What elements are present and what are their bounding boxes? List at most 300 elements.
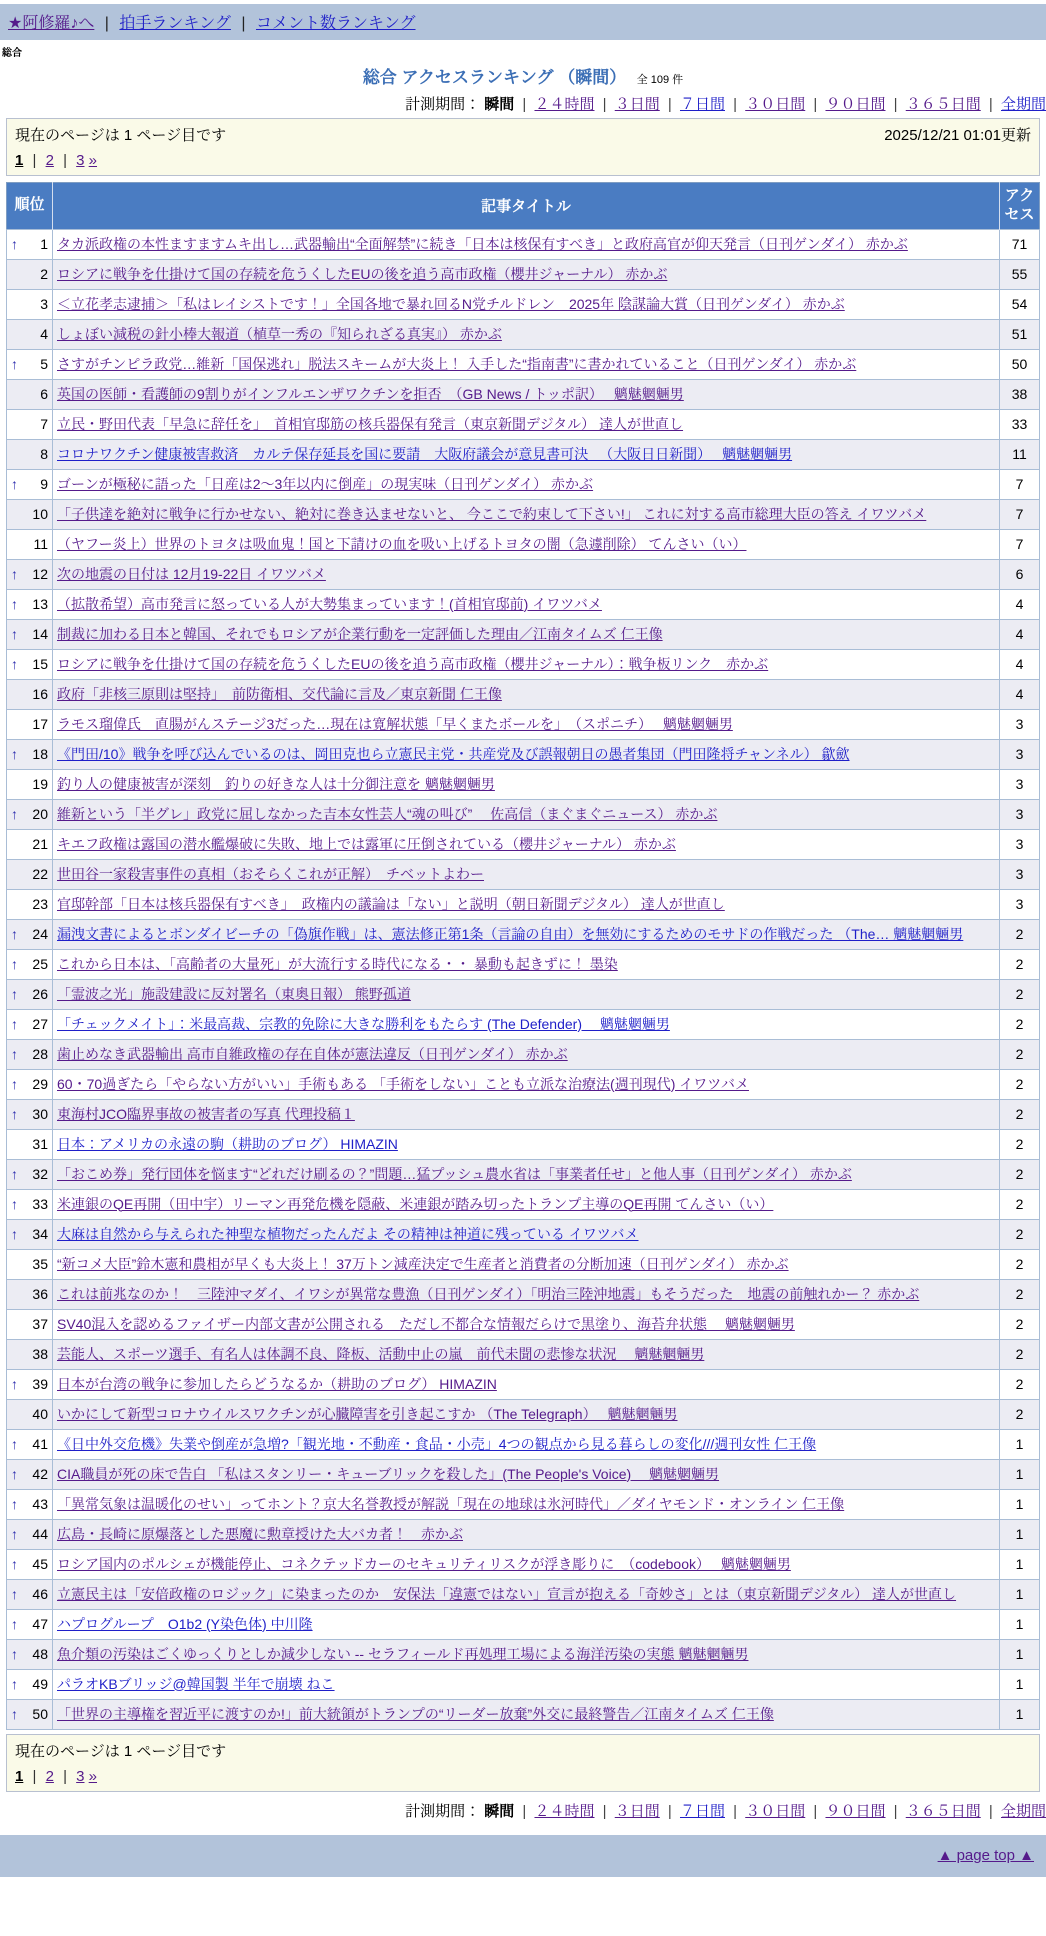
article-link[interactable]: ゴーンが極秘に語った「日産は2～3年以内に倒産」の現実味（日刊ゲンダイ） 赤かぶ	[57, 475, 594, 492]
rank-number: 26	[32, 985, 48, 1002]
table-row	[7, 799, 1040, 829]
article-link[interactable]: 「チェックメイト」：米最高裁、宗教的免除に大きな勝利をもたらす (The Defender) 魑魅魍魎男	[57, 1015, 670, 1032]
title-cell	[53, 1609, 1000, 1639]
page-title: 総合 アクセスランキング （瞬間）	[362, 68, 627, 87]
article-link[interactable]: 米連銀のQE再開（田中宇）リーマン再発危機を隠蔽、米連銀が踏み切ったトランプ主導のQE再開 てんさい（い）	[57, 1195, 774, 1212]
article-link[interactable]: ラモス瑠偉氏 直腸がんステージ3だった…現在は寛解状態「早くまたボールを」 （スポニチ） 魑魅魍魎男	[57, 715, 733, 732]
table-row	[7, 1579, 1040, 1609]
pagination-box-bottom	[6, 1734, 1040, 1792]
table-row	[7, 1609, 1040, 1639]
up-arrow-icon: ↑	[11, 985, 18, 1002]
rank-number: 19	[32, 775, 48, 792]
rank-number: 13	[32, 595, 48, 612]
table-row	[7, 499, 1040, 529]
article-link[interactable]: 世田谷一家殺害事件の真相（おそらくこれが正解） チベットよわー	[57, 865, 484, 882]
up-arrow-icon: ↑	[11, 1075, 18, 1092]
up-arrow-icon: ↑	[11, 1525, 18, 1542]
article-link[interactable]: 「おこめ券」発行団体を悩ます“どれだけ刷るの？”問題…猛プッシュ農水省は「事業者任せ」と他人事（日刊ゲンダイ） 赤かぶ	[57, 1165, 852, 1182]
article-link[interactable]: CIA職員が死の床で告白 「私はスタンリー・キューブリックを殺した」(The People's Voice) 魑魅魍魎男	[57, 1465, 720, 1482]
separator: |	[984, 1802, 997, 1820]
separator: |	[663, 1802, 676, 1820]
up-arrow-icon: ↑	[11, 925, 18, 942]
table-row	[7, 1039, 1040, 1069]
title-cell	[53, 559, 1000, 589]
rank-number: 40	[32, 1405, 48, 1422]
period-link[interactable]: ３６５日間	[905, 1802, 981, 1820]
page-link-current[interactable]: 1	[15, 1767, 24, 1785]
title-cell	[53, 649, 1000, 679]
updated-timestamp: 2025/12/21 01:01更新	[884, 127, 1031, 144]
access-cell: 4	[1000, 649, 1040, 679]
rank-number: 22	[32, 865, 48, 882]
article-link[interactable]: タカ派政権の本性ますますムキ出し…武器輸出“全面解禁”に続き「日本は核保有すべき」と政府高官が仰天発言（日刊ゲンダイ） 赤かぶ	[57, 235, 908, 252]
table-row	[7, 1219, 1040, 1249]
title-cell	[53, 529, 1000, 559]
table-row	[7, 919, 1040, 949]
access-cell: 2	[1000, 1129, 1040, 1159]
article-link[interactable]: ハプログループ O1b2 (Y染色体) 中川隆	[57, 1615, 313, 1632]
rank-cell	[7, 1429, 53, 1459]
rank-number: 37	[32, 1315, 48, 1332]
page-link[interactable]: »	[88, 1767, 98, 1785]
rank-cell	[7, 409, 53, 439]
table-row	[7, 1339, 1040, 1369]
article-link[interactable]: 東海村JCO臨界事故の被害者の写真 代理投稿１	[57, 1105, 355, 1122]
page-link-current[interactable]: 1	[15, 152, 24, 169]
access-cell: 2	[1000, 1189, 1040, 1219]
access-cell: 2	[1000, 1279, 1040, 1309]
article-link[interactable]: 「異常気象は温暖化のせい」ってホント？京大名誉教授が解説「現在の地球は氷河時代」／ダイヤモンド・オンライン 仁王像	[57, 1495, 845, 1512]
access-cell: 1	[1000, 1429, 1040, 1459]
access-cell: 7	[1000, 499, 1040, 529]
period-link[interactable]: ２４時間	[534, 1802, 595, 1820]
rank-cell	[7, 799, 53, 829]
rank-cell	[7, 319, 53, 349]
up-arrow-icon: ↑	[11, 1705, 18, 1722]
article-link[interactable]: コロナワクチン健康被害救済 カルテ保存延長を国に要請 大阪府議会が意見書可決 （大阪日日新聞） 魑魅魍魎男	[57, 445, 793, 462]
article-link[interactable]: さすがチンピラ政党…維新「国保逃れ」脱法スキームが大炎上！ 入手した“指南書”に書かれていること（日刊ゲンダイ） 赤かぶ	[57, 355, 857, 372]
title-cell	[53, 799, 1000, 829]
table-row	[7, 1069, 1040, 1099]
article-link[interactable]: これは前兆なのか！ 三陸沖マダイ、イワシが異常な豊漁（日刊ゲンダイ）「明治三陸沖地震」もそうだった 地震の前触れかー？ 赤かぶ	[57, 1285, 920, 1302]
access-cell: 1	[1000, 1579, 1040, 1609]
rank-cell	[7, 499, 53, 529]
article-link[interactable]: 大麻は自然から与えられた神聖な植物だったんだよ その精神は神道に残っている イワツバメ	[57, 1225, 639, 1242]
period-link[interactable]: ９０日間	[825, 1802, 886, 1820]
access-cell: 2	[1000, 919, 1040, 949]
article-link[interactable]: （拡散希望）高市発言に怒っている人が大勢集まっています！(首相官邸前) イワツバメ	[57, 595, 602, 612]
table-row	[7, 1549, 1040, 1579]
article-link[interactable]: “新コメ大臣”鈴木憲和農相が早くも大炎上！ 37万トン減産決定で生産者と消費者の分断加速（日刊ゲンダイ） 赤かぶ	[57, 1255, 789, 1272]
rank-number: 24	[32, 925, 48, 942]
article-link[interactable]: （ヤフー炎上）世界のトヨタは吸血鬼！国と下請けの血を吸い上げるトヨタの闇（急遽削除） てんさい（い）	[57, 535, 747, 552]
title-cell	[53, 1669, 1000, 1699]
title-cell	[53, 439, 1000, 469]
page-link[interactable]: 3	[76, 1767, 85, 1785]
article-link[interactable]: 官邸幹部「日本は核兵器保有すべき」 政権内の議論は「ない」と説明（朝日新聞デジタル） 達人が世直し	[57, 895, 725, 912]
separator: |	[889, 96, 902, 113]
rank-cell	[7, 619, 53, 649]
up-arrow-icon: ↑	[11, 235, 18, 252]
rank-cell	[7, 979, 53, 1009]
access-cell: 2	[1000, 1219, 1040, 1249]
table-row	[7, 1519, 1040, 1549]
separator: |	[729, 1802, 742, 1820]
period-link[interactable]: 全期間	[1000, 1802, 1046, 1820]
table-row	[7, 979, 1040, 1009]
rank-number: 8	[40, 445, 48, 462]
rank-number: 12	[32, 565, 48, 582]
access-cell: 2	[1000, 1069, 1040, 1099]
title-cell	[53, 1339, 1000, 1369]
rank-cell	[7, 1159, 53, 1189]
article-link[interactable]: 60・70過ぎたら「やらない方がいい」手術もある 「手術をしない」ことも立派な治療法(週刊現代) イワツバメ	[57, 1075, 749, 1092]
table-row	[7, 619, 1040, 649]
article-link[interactable]: 「霊波之光」施設建設に反対署名（東奥日報） 熊野孤道	[57, 985, 411, 1002]
rank-number: 49	[32, 1675, 48, 1692]
table-row	[7, 1669, 1040, 1699]
rank-number: 46	[32, 1585, 48, 1602]
table-row	[7, 1189, 1040, 1219]
article-link[interactable]: 漏洩文書によるとボンダイビーチの「偽旗作戦」は、憲法修正第1条（言論の自由）を無効にするためのモサドの作戦だった （The… 魑魅魍魎男	[57, 925, 964, 942]
access-cell: 51	[1000, 319, 1040, 349]
access-cell: 2	[1000, 1009, 1040, 1039]
rank-number: 25	[32, 955, 48, 972]
table-row	[7, 859, 1040, 889]
page-link[interactable]: 3	[76, 152, 85, 169]
current-page-info: 現在のページは 1 ページ目です	[15, 127, 227, 144]
table-row	[7, 1459, 1040, 1489]
page-link[interactable]: 2	[45, 1767, 54, 1785]
rank-number: 34	[32, 1225, 48, 1242]
access-cell: 2	[1000, 1039, 1040, 1069]
article-link[interactable]: ロシアに戦争を仕掛けて国の存続を危うくしたEUの後を追う高市政権（櫻井ジャーナル） 赤かぶ	[57, 265, 668, 282]
access-cell: 2	[1000, 1369, 1040, 1399]
access-cell: 2	[1000, 1399, 1040, 1429]
access-cell: 3	[1000, 739, 1040, 769]
rank-number: 11	[33, 535, 48, 552]
table-row	[7, 949, 1040, 979]
up-arrow-icon: ↑	[11, 745, 18, 762]
rank-cell	[7, 1489, 53, 1519]
rank-cell	[7, 739, 53, 769]
table-row	[7, 769, 1040, 799]
rank-cell	[7, 559, 53, 589]
up-arrow-icon: ↑	[11, 1225, 18, 1242]
article-link[interactable]: ロシア国内のポルシェが機能停止、コネクテッドカーのセキュリティリスクが浮き彫りに （codebook） 魑魅魍魎男	[57, 1555, 791, 1572]
rank-cell	[7, 949, 53, 979]
period-link[interactable]: ３０日間	[745, 96, 806, 113]
access-column-header: アクセス	[1000, 183, 1040, 230]
table-row	[7, 259, 1040, 289]
article-link[interactable]: 日本が台湾の戦争に参加したらどうなるか（耕助のブログ） HIMAZIN	[57, 1375, 497, 1392]
rank-number: 41	[32, 1435, 48, 1452]
rank-number: 29	[32, 1075, 48, 1092]
access-cell: 7	[1000, 529, 1040, 559]
separator: |	[518, 96, 531, 113]
access-cell: 1	[1000, 1639, 1040, 1669]
rank-cell	[7, 1399, 53, 1429]
title-cell	[53, 289, 1000, 319]
title-cell	[53, 1279, 1000, 1309]
rank-number: 16	[32, 685, 48, 702]
separator: |	[809, 1802, 822, 1820]
period-current: 瞬間	[484, 1802, 515, 1820]
rank-cell	[7, 469, 53, 499]
table-row	[7, 1129, 1040, 1159]
table-row	[7, 1369, 1040, 1399]
title-cell	[53, 1039, 1000, 1069]
rank-number: 20	[32, 805, 48, 822]
up-arrow-icon: ↑	[11, 1195, 18, 1212]
period-link[interactable]: ３日間	[614, 96, 660, 113]
article-link[interactable]: ロシアに戦争を仕掛けて国の存続を危うくしたEUの後を追う高市政権（櫻井ジャーナル）：戦争板リンク 赤かぶ	[57, 655, 769, 672]
rank-number: 38	[32, 1345, 48, 1362]
title-cell	[53, 709, 1000, 739]
access-cell: 2	[1000, 1099, 1040, 1129]
title-cell	[53, 979, 1000, 1009]
rank-number: 14	[32, 625, 48, 642]
title-cell	[53, 379, 1000, 409]
access-cell: 4	[1000, 589, 1040, 619]
article-link[interactable]: いかにして新型コロナウイルスワクチンが心臓障害を引き起こすか （The Telegraph） 魑魅魍魎男	[57, 1405, 678, 1422]
table-row	[7, 1639, 1040, 1669]
section-label: 総合	[2, 48, 22, 59]
title-cell	[53, 1489, 1000, 1519]
title-cell	[53, 619, 1000, 649]
rank-number: 17	[32, 715, 48, 732]
title-cell	[53, 889, 1000, 919]
period-link[interactable]: ３日間	[614, 1802, 660, 1820]
rank-cell	[7, 1309, 53, 1339]
access-cell: 2	[1000, 1159, 1040, 1189]
title-cell	[53, 679, 1000, 709]
topbar-link[interactable]: コメント数ランキング	[255, 15, 416, 32]
period-link[interactable]: ９０日間	[825, 96, 886, 113]
article-link[interactable]: 次の地震の日付は 12月19-22日 イワツバメ	[57, 565, 326, 582]
up-arrow-icon: ↑	[11, 1495, 18, 1512]
title-cell	[53, 409, 1000, 439]
article-link[interactable]: これから日本は、「高齢者の大量死」が大流行する時代になる・・ 暴動も起きずに！ 墨染	[57, 955, 618, 972]
rank-cell	[7, 769, 53, 799]
article-link[interactable]: 日本：アメリカの永遠の駒（耕助のブログ） HIMAZIN	[57, 1135, 398, 1152]
access-cell: 33	[1000, 409, 1040, 439]
title-cell	[53, 1069, 1000, 1099]
title-cell	[53, 1189, 1000, 1219]
article-link[interactable]: 英国の医師・看護師の9割りがインフルエンザワクチンを拒否 （GB News / トッポ訳） 魑魅魍魎男	[57, 385, 684, 402]
topbar-link[interactable]: ★阿修羅♪へ	[8, 15, 95, 32]
access-cell: 38	[1000, 379, 1040, 409]
access-cell: 2	[1000, 1249, 1040, 1279]
rank-column-header: 順位	[7, 183, 53, 230]
article-link[interactable]: 魚介類の汚染はごくゆっくりとしか減少しない -- セラフィールド再処理工場による海洋汚染の実態 魑魅魍魎男	[57, 1645, 749, 1662]
separator: |	[598, 1802, 611, 1820]
table-row	[7, 229, 1040, 259]
table-row	[7, 1699, 1040, 1729]
rank-cell	[7, 1099, 53, 1129]
page-link[interactable]: »	[88, 152, 98, 169]
rank-number: 15	[32, 655, 48, 672]
period-link[interactable]: ３０日間	[745, 1802, 806, 1820]
rank-number: 42	[32, 1465, 48, 1482]
rank-number: 3	[40, 295, 48, 312]
rank-cell	[7, 439, 53, 469]
rank-cell	[7, 1039, 53, 1069]
access-cell: 1	[1000, 1609, 1040, 1639]
access-cell: 11	[1000, 439, 1040, 469]
title-cell	[53, 859, 1000, 889]
period-nav-bottom	[0, 1800, 1046, 1821]
separator: |	[518, 1802, 531, 1820]
rank-cell	[7, 1279, 53, 1309]
table-row	[7, 1099, 1040, 1129]
article-link[interactable]: 広島・長崎に原爆落とした悪魔に勲章授けた大バカ者！ 赤かぶ	[57, 1525, 463, 1542]
title-cell	[53, 1519, 1000, 1549]
separator: |	[809, 96, 822, 113]
title-cell	[53, 1579, 1000, 1609]
up-arrow-icon: ↑	[11, 955, 18, 972]
rank-number: 44	[32, 1525, 48, 1542]
page-title-row	[0, 63, 1046, 88]
rank-number: 36	[32, 1285, 48, 1302]
rank-number: 2	[40, 265, 48, 282]
rank-number: 32	[32, 1165, 48, 1182]
rank-cell	[7, 1699, 53, 1729]
rank-number: 31	[32, 1135, 48, 1152]
page-top-link[interactable]: ▲ page top ▲	[937, 1847, 1034, 1864]
table-row	[7, 1279, 1040, 1309]
access-cell: 3	[1000, 799, 1040, 829]
title-cell	[53, 1099, 1000, 1129]
rank-cell	[7, 1189, 53, 1219]
access-cell: 4	[1000, 679, 1040, 709]
access-cell: 1	[1000, 1519, 1040, 1549]
table-row	[7, 1429, 1040, 1459]
title-cell	[53, 499, 1000, 529]
period-link[interactable]: ２４時間	[534, 96, 595, 113]
rank-cell	[7, 1549, 53, 1579]
article-link[interactable]: 芸能人、スポーツ選手、有名人は体調不良、降板、活動中止の嵐 前代未聞の悲惨な状況 魑魅魍魎男	[57, 1345, 705, 1362]
topbar-link[interactable]: 拍手ランキング	[119, 15, 231, 32]
current-page-info: 現在のページは 1 ページ目です	[15, 1742, 227, 1760]
article-link[interactable]: 立憲民主は「安倍政権のロジック」に染まったのか 安保法「違憲ではない」宣言が抱える「奇妙さ」とは（東京新聞デジタル） 達人が世直し	[57, 1585, 957, 1602]
rank-cell	[7, 1579, 53, 1609]
period-link[interactable]: ７日間	[679, 96, 725, 113]
separator: |	[28, 1767, 41, 1785]
article-link[interactable]: 維新という「半グレ」政党に屈しなかった吉本女性芸人“魂の叫び” 佐高信（まぐまぐニュース） 赤かぶ	[57, 805, 718, 822]
access-cell: 2	[1000, 949, 1040, 979]
up-arrow-icon: ↑	[11, 475, 18, 492]
title-cell	[53, 1249, 1000, 1279]
access-cell: 1	[1000, 1489, 1040, 1519]
title-cell	[53, 1369, 1000, 1399]
access-cell: 4	[1000, 619, 1040, 649]
title-cell	[53, 589, 1000, 619]
article-link[interactable]: 《門田/10》戦争を呼び込んでいるのは、岡田克也ら立憲民主党・共産党及び誤報朝日の愚者集団（門田隆将チャンネル） 歙歛	[57, 745, 850, 762]
rank-cell	[7, 379, 53, 409]
title-cell	[53, 469, 1000, 499]
up-arrow-icon: ↑	[11, 1465, 18, 1482]
rank-number: 23	[32, 895, 48, 912]
access-cell: 2	[1000, 1339, 1040, 1369]
rank-number: 47	[32, 1615, 48, 1632]
rank-number: 4	[40, 325, 48, 342]
article-link[interactable]: ＜立花孝志逮捕＞「私はレイシストです！」全国各地で暴れ回るN党チルドレン 2025年 陰謀論大賞（日刊ゲンダイ） 赤かぶ	[57, 295, 845, 312]
title-cell	[53, 1459, 1000, 1489]
access-cell: 3	[1000, 709, 1040, 739]
table-row	[7, 649, 1040, 679]
up-arrow-icon: ↑	[11, 1555, 18, 1572]
article-link[interactable]: しょぼい減税の針小棒大報道（植草一秀の『知られざる真実』） 赤かぶ	[57, 325, 502, 342]
rank-cell	[7, 1519, 53, 1549]
article-link[interactable]: 「子供達を絶対に戦争に行かせない、絶対に巻き込ませないと、 今ここで約束して下さい!」 これに対する高市総理大臣の答え イワツバメ	[57, 505, 927, 522]
table-row	[7, 589, 1040, 619]
table-header-row	[7, 183, 1040, 230]
rank-cell	[7, 1219, 53, 1249]
up-arrow-icon: ↑	[11, 1105, 18, 1122]
separator: |	[100, 15, 114, 32]
table-row	[7, 409, 1040, 439]
article-link[interactable]: 制裁に加わる日本と韓国、それでもロシアが企業行動を一定評価した理由／江南タイムズ 仁王像	[57, 625, 663, 642]
title-cell	[53, 1429, 1000, 1459]
rank-number: 1	[40, 235, 48, 252]
rank-number: 45	[32, 1555, 48, 1572]
table-row	[7, 469, 1040, 499]
title-cell	[53, 1309, 1000, 1339]
article-link[interactable]: 釣り人の健康被害が深刻 釣りの好きな人は十分御注意を 魑魅魍魎男	[57, 775, 495, 792]
rank-cell	[7, 1369, 53, 1399]
rank-number: 50	[32, 1705, 48, 1722]
period-link[interactable]: 全期間	[1000, 96, 1046, 113]
rank-number: 30	[32, 1105, 48, 1122]
period-link[interactable]: ３６５日間	[905, 96, 981, 113]
up-arrow-icon: ↑	[11, 805, 18, 822]
total-count: 全 109 件	[636, 74, 684, 86]
rank-number: 33	[32, 1195, 48, 1212]
up-arrow-icon: ↑	[11, 1645, 18, 1662]
rank-cell	[7, 649, 53, 679]
separator: |	[663, 96, 676, 113]
rank-cell	[7, 1459, 53, 1489]
rank-cell	[7, 859, 53, 889]
pagination-box-top	[6, 118, 1040, 176]
period-link[interactable]: ７日間	[679, 1802, 725, 1820]
article-link[interactable]: SV40混入を認めるファイザー内部文書が公開される ただし不都合な情報だらけで黒塗り、海苔弁状態 魑魅魍魎男	[57, 1315, 795, 1332]
period-current: 瞬間	[484, 96, 515, 113]
period-nav-top	[0, 93, 1046, 114]
title-cell	[53, 349, 1000, 379]
article-link[interactable]: 立民・野田代表「早急に辞任を」 首相官邸筋の核兵器保有発言（東京新聞デジタル） 達人が世直し	[57, 415, 684, 432]
rank-number: 7	[40, 415, 48, 432]
up-arrow-icon: ↑	[11, 1435, 18, 1452]
rank-cell	[7, 1249, 53, 1279]
article-link[interactable]: パラオKBブリッジ@韓国製 半年で崩壊 ねこ	[57, 1675, 335, 1692]
rank-cell	[7, 919, 53, 949]
article-link[interactable]: 政府「非核三原則は堅持」 前防衛相、交代論に言及／東京新聞 仁王像	[57, 685, 502, 702]
up-arrow-icon: ↑	[11, 655, 18, 672]
article-link[interactable]: キエフ政権は露国の潜水艦爆破に失敗、地上では露軍に圧倒されている（櫻井ジャーナル） 赤かぶ	[57, 835, 676, 852]
up-arrow-icon: ↑	[11, 565, 18, 582]
rank-number: 9	[40, 475, 48, 492]
article-link[interactable]: 「世界の主導権を習近平に渡すのか!」前大統領がトランプの“リーダー放棄”外交に最終警告／江南タイムズ 仁王像	[57, 1705, 774, 1722]
article-link[interactable]: 歯止めなき武器輸出 高市自維政権の存在自体が憲法違反（日刊ゲンダイ） 赤かぶ	[57, 1045, 568, 1062]
article-link[interactable]: 《日中外交危機》失業や倒産が急増?「観光地・不動産・食品・小売」4つの観点から見る暮らしの変化///週刊女性 仁王像	[57, 1435, 817, 1452]
table-row	[7, 1249, 1040, 1279]
access-cell: 2	[1000, 1309, 1040, 1339]
table-row	[7, 439, 1040, 469]
title-cell	[53, 829, 1000, 859]
page-link[interactable]: 2	[45, 152, 54, 169]
